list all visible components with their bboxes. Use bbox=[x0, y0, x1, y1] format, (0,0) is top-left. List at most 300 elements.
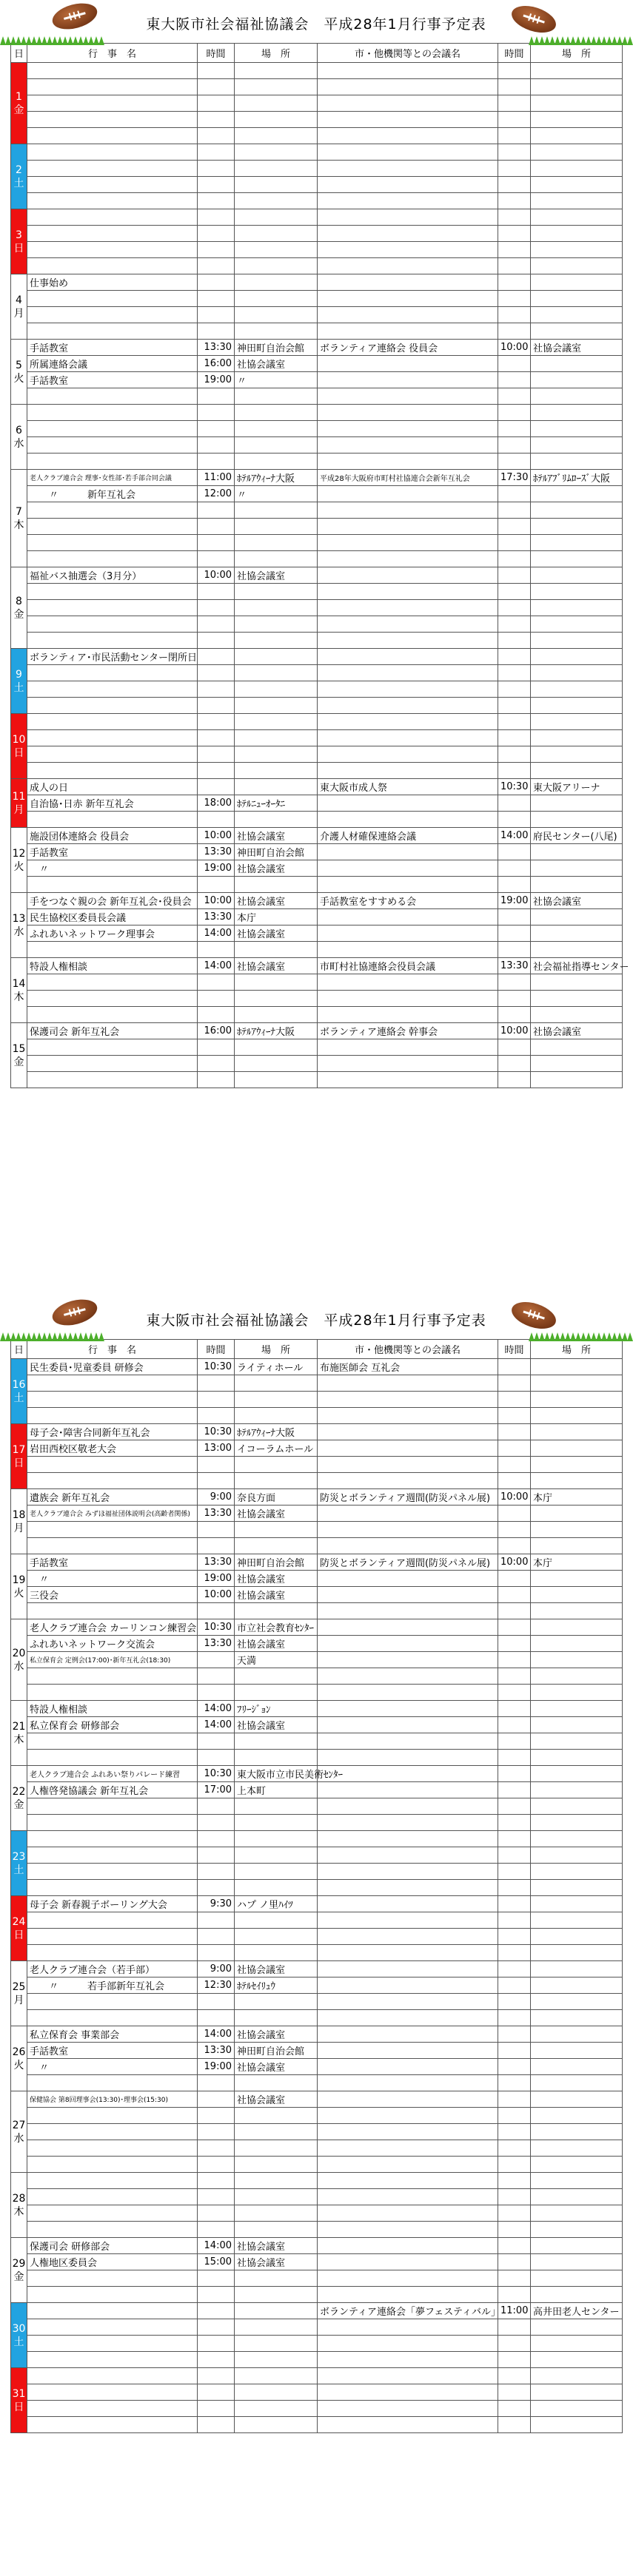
table-row bbox=[11, 2010, 623, 2026]
event-name bbox=[27, 1733, 198, 1750]
event-name: 特設人権相談 bbox=[27, 958, 198, 974]
external-event-name bbox=[318, 307, 498, 323]
event-name: 遺族会 新年互礼会 bbox=[27, 1489, 198, 1506]
event-name bbox=[27, 95, 198, 112]
external-event-name bbox=[318, 258, 498, 274]
event-place bbox=[235, 2401, 318, 2417]
external-event-place bbox=[531, 1815, 623, 1831]
event-name bbox=[27, 2319, 198, 2336]
event-place bbox=[235, 2124, 318, 2140]
event-place bbox=[235, 2157, 318, 2173]
event-name: 人権啓発協議会 新年互礼会 bbox=[27, 1782, 198, 1798]
external-event-name bbox=[318, 1896, 498, 1912]
event-time bbox=[198, 2222, 235, 2238]
day-weekday: 土 bbox=[13, 1392, 24, 1404]
event-place bbox=[235, 1685, 318, 1701]
external-event-name bbox=[318, 1408, 498, 1424]
table-row bbox=[11, 486, 623, 502]
table-row bbox=[11, 1538, 623, 1554]
table-row bbox=[11, 567, 623, 584]
external-event-name bbox=[318, 860, 498, 877]
event-name bbox=[27, 2010, 198, 2026]
external-event-name bbox=[318, 95, 498, 112]
event-time: 14:00 bbox=[198, 958, 235, 974]
day-cell bbox=[11, 1619, 27, 1701]
external-event-time bbox=[498, 437, 531, 454]
event-place bbox=[235, 1072, 318, 1088]
table-row bbox=[11, 860, 623, 877]
external-event-time: 19:00 bbox=[498, 893, 531, 909]
external-event-time bbox=[498, 2157, 531, 2173]
external-event-time bbox=[498, 535, 531, 551]
external-event-time bbox=[498, 1668, 531, 1685]
external-event-place: 高井田老人センター bbox=[531, 2303, 623, 2319]
table-row bbox=[11, 1375, 623, 1392]
external-event-name bbox=[318, 2091, 498, 2108]
event-time bbox=[198, 2303, 235, 2319]
day-weekday: 金 bbox=[13, 1056, 24, 1068]
external-event-place bbox=[531, 437, 623, 454]
event-place bbox=[235, 1375, 318, 1392]
external-event-time bbox=[498, 2189, 531, 2205]
table-row bbox=[11, 95, 623, 112]
external-event-place bbox=[531, 242, 623, 258]
day-cell bbox=[11, 1831, 27, 1896]
external-event-time bbox=[498, 2043, 531, 2059]
event-name: 〃 bbox=[27, 1571, 198, 1587]
event-name: 所属連絡会議 bbox=[27, 356, 198, 372]
event-place bbox=[235, 1473, 318, 1489]
event-name bbox=[27, 1473, 198, 1489]
event-place: 神田町自治会館 bbox=[235, 340, 318, 356]
table-row bbox=[11, 209, 623, 226]
event-place: 社協会議室 bbox=[235, 958, 318, 974]
day-weekday: 木 bbox=[13, 1733, 24, 1746]
event-place bbox=[235, 1798, 318, 1815]
event-name bbox=[27, 291, 198, 307]
day-weekday: 金 bbox=[13, 2270, 24, 2283]
external-event-name bbox=[318, 1392, 498, 1408]
external-event-name bbox=[318, 405, 498, 421]
event-time bbox=[198, 877, 235, 893]
table-row bbox=[11, 1977, 623, 1994]
event-name bbox=[27, 2287, 198, 2303]
external-event-place: 社協会議室 bbox=[531, 893, 623, 909]
event-name bbox=[27, 1408, 198, 1424]
table-row bbox=[11, 1408, 623, 1424]
external-event-time bbox=[498, 974, 531, 991]
external-event-name bbox=[318, 2319, 498, 2336]
external-event-name: 東大阪市成人祭 bbox=[318, 779, 498, 795]
external-event-place bbox=[531, 226, 623, 242]
external-event-time bbox=[498, 405, 531, 421]
event-place: ﾎﾃﾙｱｳｨｰﾅ大阪 bbox=[235, 1023, 318, 1039]
event-place: イコーラムホール bbox=[235, 1440, 318, 1457]
external-event-name bbox=[318, 2010, 498, 2026]
external-event-name bbox=[318, 2222, 498, 2238]
external-event-place bbox=[531, 600, 623, 616]
external-event-time bbox=[498, 502, 531, 519]
event-time: 16:00 bbox=[198, 356, 235, 372]
event-time bbox=[198, 1912, 235, 1929]
event-time bbox=[198, 730, 235, 746]
event-name bbox=[27, 1039, 198, 1056]
event-name bbox=[27, 942, 198, 958]
external-event-time bbox=[498, 2319, 531, 2336]
external-event-name: 平成28年大阪府市町村社協連合会新年互礼会 bbox=[318, 470, 498, 486]
event-place bbox=[235, 193, 318, 209]
external-event-name bbox=[318, 1652, 498, 1668]
external-event-time bbox=[498, 519, 531, 535]
day-weekday: 日 bbox=[13, 242, 24, 254]
event-name: 保健協会 第8回理事会(13:30)･理事会(15:30) bbox=[27, 2091, 198, 2108]
event-time: 13:30 bbox=[198, 340, 235, 356]
table-row bbox=[11, 1668, 623, 1685]
external-event-name bbox=[318, 1766, 498, 1782]
table-row bbox=[11, 763, 623, 779]
table-row bbox=[11, 2108, 623, 2124]
table-row bbox=[11, 1007, 623, 1023]
external-event-name bbox=[318, 1685, 498, 1701]
event-name bbox=[27, 388, 198, 405]
event-time: 12:00 bbox=[198, 486, 235, 502]
day-number: 29 bbox=[12, 2257, 26, 2270]
external-event-place: 東大阪アリーナ bbox=[531, 779, 623, 795]
event-time bbox=[198, 2010, 235, 2026]
day-weekday: 金 bbox=[13, 104, 24, 116]
external-event-name bbox=[318, 730, 498, 746]
event-place: ﾎﾃﾙｱｳｨｰﾅ大阪 bbox=[235, 470, 318, 486]
external-event-name bbox=[318, 519, 498, 535]
header-row bbox=[11, 1340, 623, 1359]
external-event-time bbox=[498, 2417, 531, 2433]
event-time bbox=[198, 79, 235, 95]
event-time bbox=[198, 1847, 235, 1864]
event-place bbox=[235, 421, 318, 437]
table-row bbox=[11, 258, 623, 274]
external-event-name bbox=[318, 2417, 498, 2433]
external-event-time bbox=[498, 1929, 531, 1945]
event-time bbox=[198, 600, 235, 616]
external-event-place bbox=[531, 1375, 623, 1392]
event-name bbox=[27, 2336, 198, 2352]
external-event-time bbox=[498, 616, 531, 633]
event-time: 10:00 bbox=[198, 828, 235, 844]
external-event-name bbox=[318, 551, 498, 567]
external-event-time bbox=[498, 1945, 531, 1961]
day-cell bbox=[11, 779, 27, 828]
event-time: 12:30 bbox=[198, 1977, 235, 1994]
external-event-time bbox=[498, 1056, 531, 1072]
event-time: 14:00 bbox=[198, 1701, 235, 1717]
external-event-time bbox=[498, 730, 531, 746]
event-place: 東大阪市立市民美術ｾﾝﾀｰ bbox=[235, 1766, 318, 1782]
external-event-name bbox=[318, 909, 498, 925]
day-cell bbox=[11, 1554, 27, 1619]
external-event-name bbox=[318, 128, 498, 144]
event-place bbox=[235, 2140, 318, 2157]
table-row bbox=[11, 1392, 623, 1408]
event-place bbox=[235, 877, 318, 893]
external-event-place bbox=[531, 161, 623, 177]
event-name bbox=[27, 1798, 198, 1815]
table-row bbox=[11, 795, 623, 812]
event-name: 岩田西校区敬老大会 bbox=[27, 1440, 198, 1457]
external-event-name bbox=[318, 1831, 498, 1847]
event-time bbox=[198, 112, 235, 128]
event-time bbox=[198, 274, 235, 291]
event-time bbox=[198, 2270, 235, 2287]
external-event-time bbox=[498, 584, 531, 600]
table-row bbox=[11, 1831, 623, 1847]
external-event-time bbox=[498, 1538, 531, 1554]
external-event-place bbox=[531, 714, 623, 730]
external-event-place bbox=[531, 1506, 623, 1522]
event-name: 民生委員･児童委員 研修会 bbox=[27, 1359, 198, 1375]
table-row bbox=[11, 502, 623, 519]
event-place bbox=[235, 161, 318, 177]
table-row bbox=[11, 2205, 623, 2222]
event-time bbox=[198, 1039, 235, 1056]
external-event-name bbox=[318, 2368, 498, 2384]
column-header-ext-event: 市・他機関等との会議名 bbox=[318, 1340, 498, 1359]
event-place: 社協会議室 bbox=[235, 1961, 318, 1977]
external-event-name bbox=[318, 1619, 498, 1636]
external-event-name bbox=[318, 2059, 498, 2075]
external-event-time bbox=[498, 1039, 531, 1056]
table-row bbox=[11, 1864, 623, 1880]
table-row bbox=[11, 633, 623, 649]
event-place: 〃 bbox=[235, 372, 318, 388]
external-event-place bbox=[531, 730, 623, 746]
external-event-time bbox=[498, 1782, 531, 1798]
external-event-time bbox=[498, 2270, 531, 2287]
external-event-place bbox=[531, 405, 623, 421]
event-name bbox=[27, 2157, 198, 2173]
table-row bbox=[11, 1929, 623, 1945]
table-row bbox=[11, 991, 623, 1007]
external-event-time bbox=[498, 209, 531, 226]
event-place bbox=[235, 1733, 318, 1750]
external-event-place bbox=[531, 323, 623, 340]
external-event-time bbox=[498, 681, 531, 698]
table-row bbox=[11, 1440, 623, 1457]
table-row bbox=[11, 1912, 623, 1929]
table-row bbox=[11, 1994, 623, 2010]
event-place bbox=[235, 177, 318, 193]
external-event-time bbox=[498, 665, 531, 681]
event-place: 社協会議室 bbox=[235, 828, 318, 844]
external-event-name bbox=[318, 1717, 498, 1733]
day-weekday: 月 bbox=[13, 803, 24, 816]
table-row bbox=[11, 1750, 623, 1766]
external-event-name bbox=[318, 1603, 498, 1619]
event-name: 老人クラブ連合会 カーリンコン練習会 bbox=[27, 1619, 198, 1636]
table-row bbox=[11, 1571, 623, 1587]
external-event-place bbox=[531, 1538, 623, 1554]
table-row bbox=[11, 1815, 623, 1831]
event-name bbox=[27, 2075, 198, 2091]
external-event-time bbox=[498, 763, 531, 779]
external-event-place bbox=[531, 1717, 623, 1733]
event-name: 保護司会 新年互礼会 bbox=[27, 1023, 198, 1039]
event-name bbox=[27, 1750, 198, 1766]
table-row bbox=[11, 388, 623, 405]
external-event-place bbox=[531, 1007, 623, 1023]
event-time bbox=[198, 2352, 235, 2368]
table-row bbox=[11, 2173, 623, 2189]
table-row bbox=[11, 372, 623, 388]
event-name bbox=[27, 193, 198, 209]
event-time bbox=[198, 1994, 235, 2010]
external-event-name: 手話教室をすすめる会 bbox=[318, 893, 498, 909]
event-name: 〃 新年互礼会 bbox=[27, 486, 198, 502]
event-place bbox=[235, 1408, 318, 1424]
event-name: 老人クラブ連合会 ふれあい祭りパレード練習 bbox=[27, 1766, 198, 1782]
event-place bbox=[235, 730, 318, 746]
event-time: 15:00 bbox=[198, 2254, 235, 2270]
event-place: 社協会議室 bbox=[235, 925, 318, 942]
event-name bbox=[27, 307, 198, 323]
external-event-name: 防災とボランティア週間(防災パネル展) bbox=[318, 1554, 498, 1571]
day-weekday: 日 bbox=[13, 1457, 24, 1469]
event-time bbox=[198, 502, 235, 519]
event-place bbox=[235, 112, 318, 128]
event-name bbox=[27, 177, 198, 193]
external-event-time bbox=[498, 1977, 531, 1994]
table-row bbox=[11, 1945, 623, 1961]
table-row bbox=[11, 1072, 623, 1088]
table-row bbox=[11, 2287, 623, 2303]
grass-decoration bbox=[0, 34, 104, 43]
event-time bbox=[198, 2108, 235, 2124]
table-row bbox=[11, 1039, 623, 1056]
table-row bbox=[11, 144, 623, 161]
external-event-name bbox=[318, 1587, 498, 1603]
external-event-place bbox=[531, 991, 623, 1007]
external-event-time bbox=[498, 925, 531, 942]
external-event-name bbox=[318, 1056, 498, 1072]
event-time: 10:00 bbox=[198, 567, 235, 584]
external-event-time bbox=[498, 1766, 531, 1782]
table-row bbox=[11, 1766, 623, 1782]
day-cell bbox=[11, 893, 27, 958]
external-event-place bbox=[531, 698, 623, 714]
external-event-time bbox=[498, 2287, 531, 2303]
column-header-event: 行 事 名 bbox=[27, 1340, 198, 1359]
day-cell bbox=[11, 63, 27, 144]
external-event-place: ﾎﾃﾙｱﾌﾞﾘﾑﾛｰｽﾞ大阪 bbox=[531, 470, 623, 486]
external-event-place: 社協会議室 bbox=[531, 340, 623, 356]
event-place bbox=[235, 991, 318, 1007]
event-place bbox=[235, 665, 318, 681]
external-event-name bbox=[318, 421, 498, 437]
event-time bbox=[198, 1798, 235, 1815]
external-event-time bbox=[498, 1359, 531, 1375]
event-time bbox=[198, 2157, 235, 2173]
external-event-place bbox=[531, 1977, 623, 1994]
external-event-place bbox=[531, 2401, 623, 2417]
event-time bbox=[198, 714, 235, 730]
event-place bbox=[235, 2303, 318, 2319]
external-event-time bbox=[498, 1994, 531, 2010]
event-place bbox=[235, 1668, 318, 1685]
event-time bbox=[198, 2368, 235, 2384]
external-event-time bbox=[498, 2352, 531, 2368]
external-event-place bbox=[531, 1831, 623, 1847]
event-time bbox=[198, 535, 235, 551]
event-place bbox=[235, 2384, 318, 2401]
external-event-place bbox=[531, 812, 623, 828]
external-event-place bbox=[531, 291, 623, 307]
event-name: 〃 bbox=[27, 2059, 198, 2075]
event-time bbox=[198, 405, 235, 421]
external-event-place bbox=[531, 2173, 623, 2189]
event-place bbox=[235, 242, 318, 258]
event-name bbox=[27, 2140, 198, 2157]
external-event-name bbox=[318, 454, 498, 470]
table-row bbox=[11, 519, 623, 535]
external-event-time bbox=[498, 812, 531, 828]
external-event-place: 本庁 bbox=[531, 1554, 623, 1571]
external-event-time bbox=[498, 909, 531, 925]
event-name bbox=[27, 714, 198, 730]
external-event-name bbox=[318, 1864, 498, 1880]
event-name bbox=[27, 2417, 198, 2433]
event-time bbox=[198, 1056, 235, 1072]
table-row bbox=[11, 942, 623, 958]
external-event-place: 府民センター(八尾) bbox=[531, 828, 623, 844]
event-name bbox=[27, 746, 198, 763]
external-event-place bbox=[531, 2352, 623, 2368]
external-event-name bbox=[318, 388, 498, 405]
table-row bbox=[11, 193, 623, 209]
event-name: ボランティア･市民活動センター閉所日 bbox=[27, 649, 198, 665]
external-event-name bbox=[318, 2336, 498, 2352]
table-row bbox=[11, 681, 623, 698]
event-time bbox=[198, 177, 235, 193]
external-event-time bbox=[498, 1375, 531, 1392]
table-row bbox=[11, 974, 623, 991]
event-place bbox=[235, 763, 318, 779]
day-weekday: 火 bbox=[13, 860, 24, 873]
event-place bbox=[235, 2010, 318, 2026]
column-header-ext-place: 場 所 bbox=[531, 44, 623, 63]
external-event-name bbox=[318, 1750, 498, 1766]
external-event-place bbox=[531, 1619, 623, 1636]
event-place bbox=[235, 974, 318, 991]
event-time bbox=[198, 1392, 235, 1408]
external-event-place bbox=[531, 486, 623, 502]
external-event-place bbox=[531, 746, 623, 763]
table-row bbox=[11, 470, 623, 486]
event-name bbox=[27, 698, 198, 714]
external-event-time bbox=[498, 2401, 531, 2417]
external-event-name bbox=[318, 1473, 498, 1489]
external-event-place bbox=[531, 877, 623, 893]
external-event-time bbox=[498, 1457, 531, 1473]
external-event-place bbox=[531, 454, 623, 470]
event-place bbox=[235, 698, 318, 714]
external-event-place bbox=[531, 1798, 623, 1815]
event-name: 〃 bbox=[27, 860, 198, 877]
event-place bbox=[235, 2205, 318, 2222]
external-event-place bbox=[531, 1392, 623, 1408]
column-header-ext-time: 時間 bbox=[498, 1340, 531, 1359]
event-time bbox=[198, 2319, 235, 2336]
table-row bbox=[11, 1782, 623, 1798]
external-event-name bbox=[318, 2173, 498, 2189]
